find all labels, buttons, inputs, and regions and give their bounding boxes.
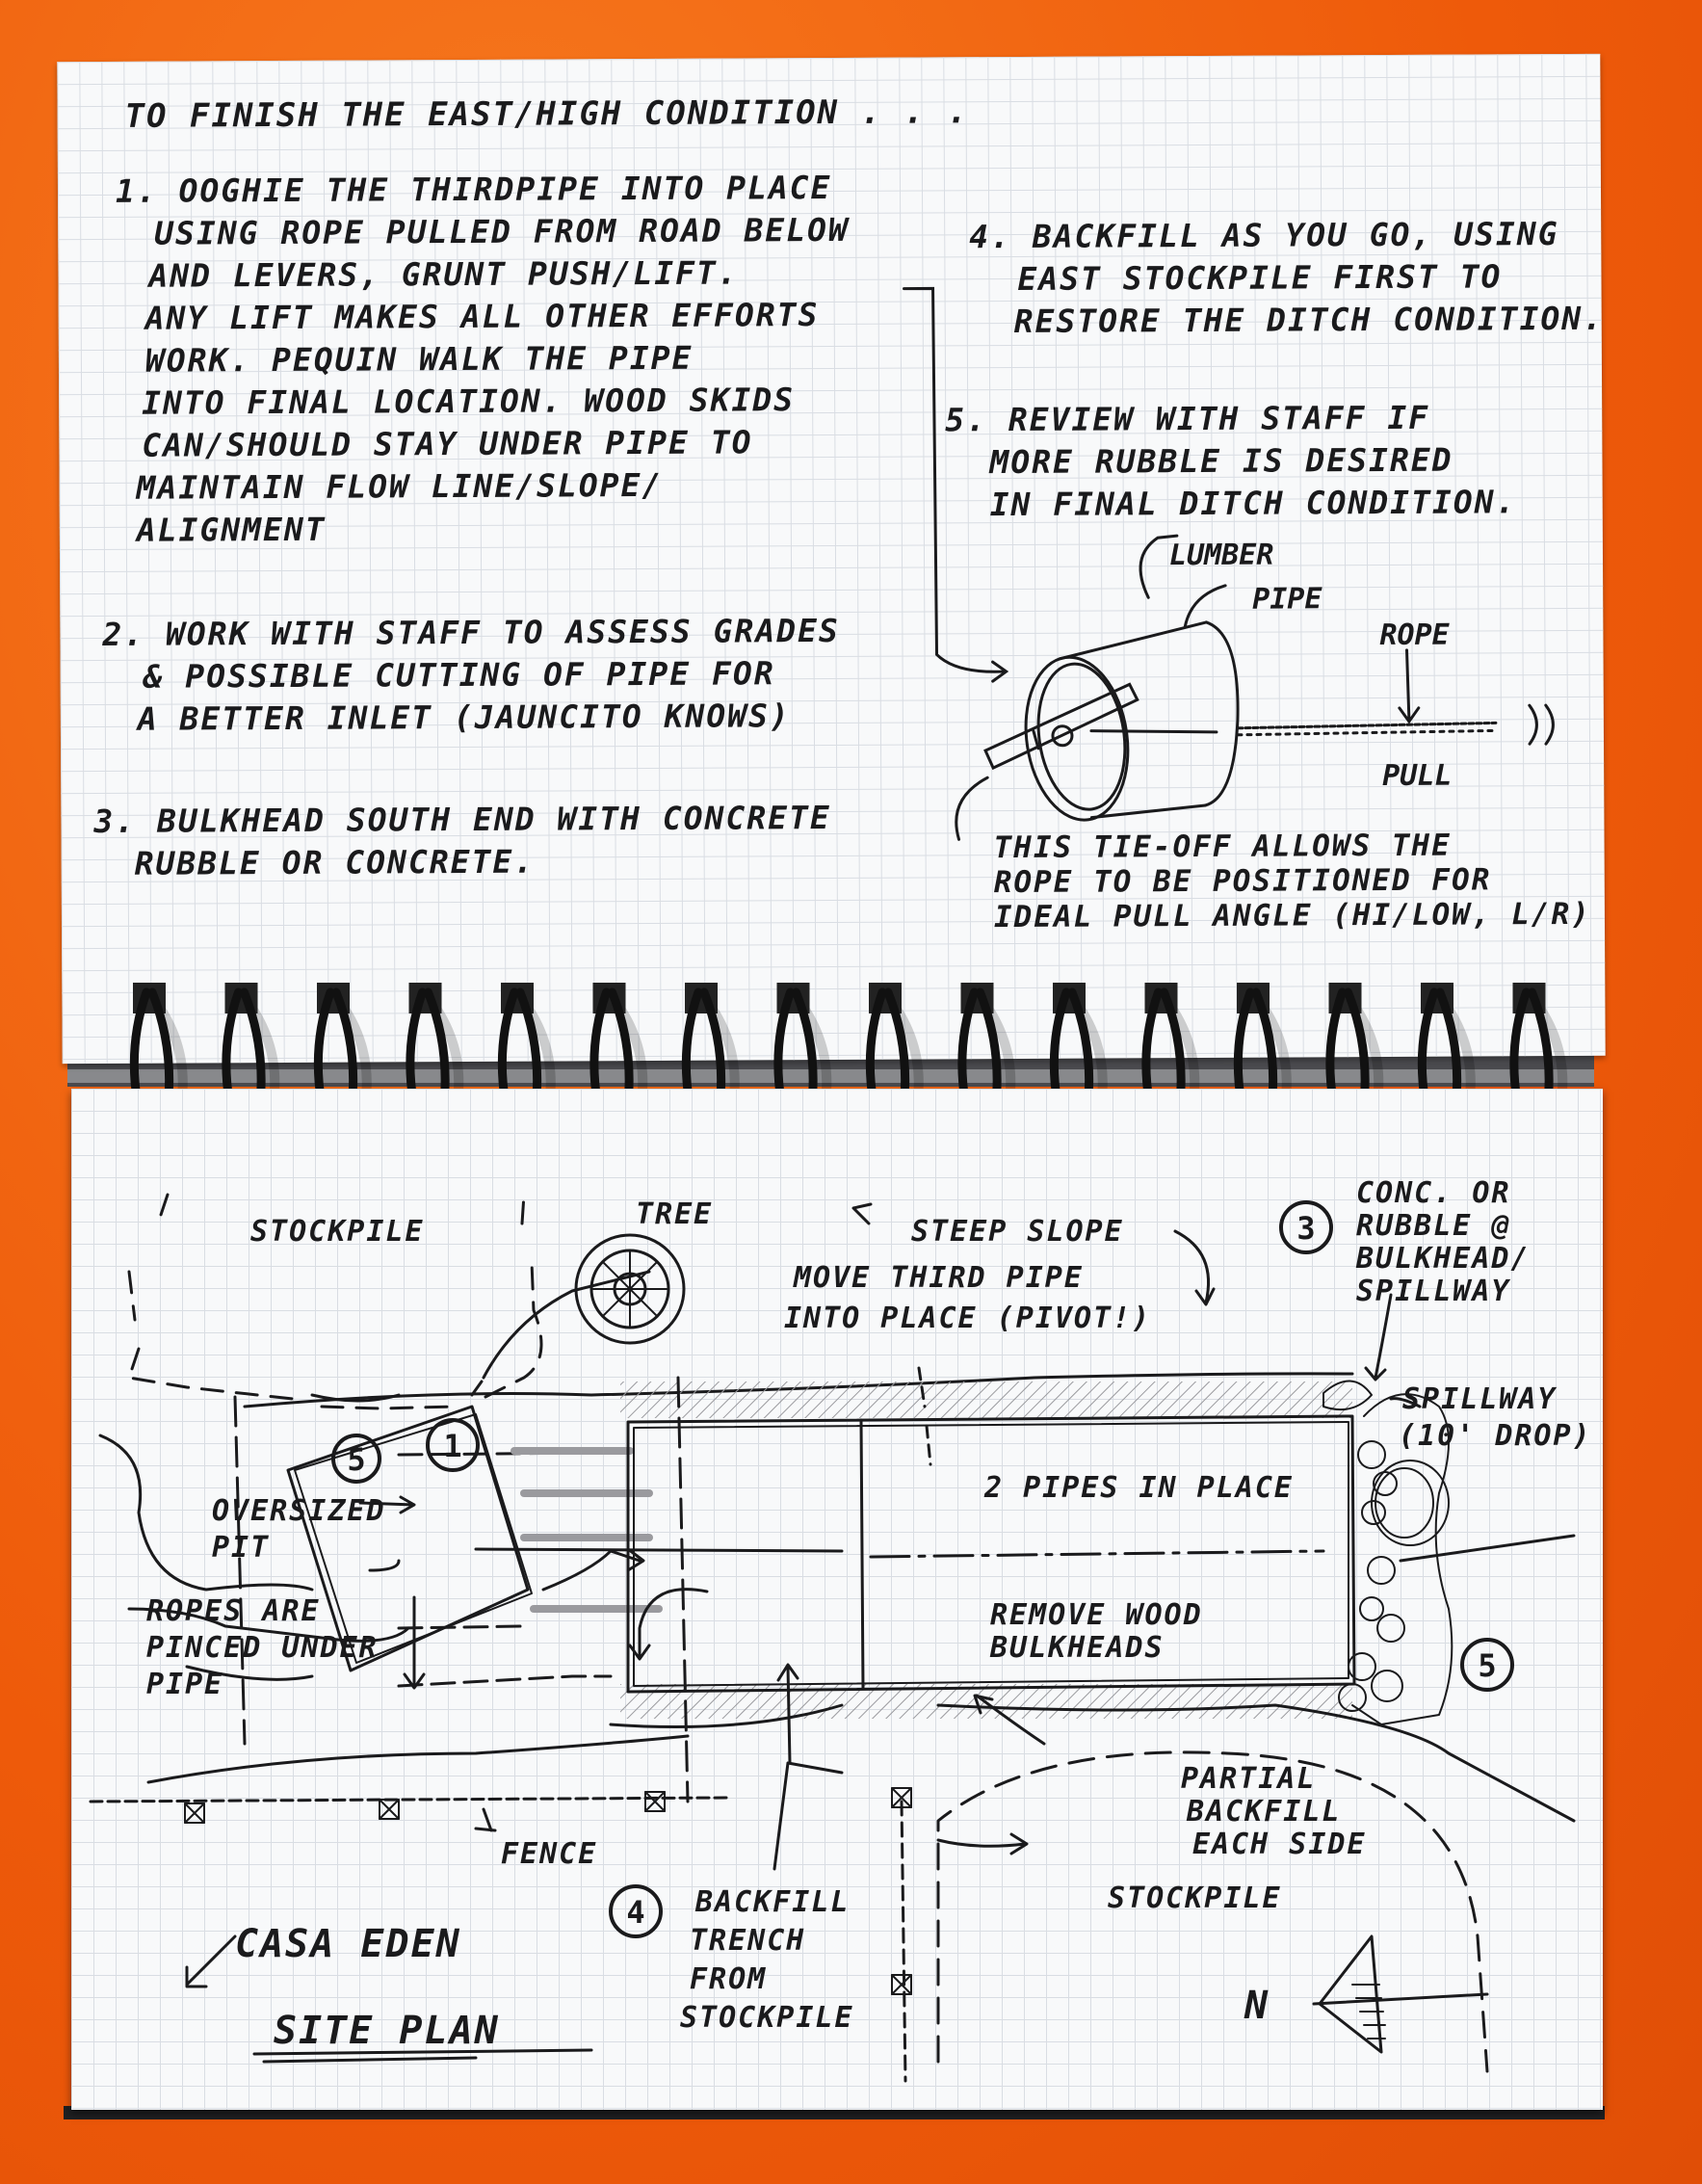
step4-line: RESTORE THE DITCH CONDITION.	[1013, 299, 1605, 341]
move-pipe-line: MOVE THIRD PIPE	[794, 1261, 1084, 1295]
spillway-line: SPILLWAY	[1402, 1382, 1558, 1416]
marker-5-label: 5	[347, 1441, 366, 1478]
partial-backfill-line: EACH SIDE	[1192, 1828, 1367, 1861]
marker-3-label: 3	[1296, 1210, 1316, 1247]
tree-symbol	[576, 1235, 684, 1343]
ropes-line: ROPES ARE	[146, 1594, 321, 1628]
tree-label: TREE	[636, 1197, 714, 1231]
step1-line: USING ROPE PULLED FROM ROAD BELOW	[154, 210, 850, 252]
spillway-line: (10' DROP)	[1399, 1419, 1592, 1453]
north-arrow	[1314, 1936, 1487, 2052]
partial-backfill-line: PARTIAL	[1181, 1762, 1317, 1796]
ropes-line: PINCED UNDER	[146, 1631, 379, 1665]
stockpile-west-label: STOCKPILE	[250, 1215, 425, 1249]
conc-rubble-line: CONC. OR	[1356, 1176, 1511, 1210]
pipes-in-place-label: 2 PIPES IN PLACE	[984, 1471, 1294, 1505]
marker-4-label: 4	[626, 1894, 645, 1931]
wood-skids	[514, 1451, 659, 1609]
pull-label: PULL	[1382, 758, 1453, 794]
marker-5b-label: 5	[1478, 1647, 1497, 1684]
site-plan-label: SITE PLAN	[274, 2009, 500, 2053]
remove-wood-line: REMOVE WOOD	[990, 1598, 1203, 1632]
north-label: N	[1244, 1984, 1270, 2028]
conc-rubble-line: BULKHEAD/	[1356, 1242, 1531, 1276]
backfill-trench-line: FROM	[690, 1962, 768, 1996]
step5-line: MORE RUBBLE IS DESIRED	[989, 440, 1453, 482]
ropes-line: PIPE	[146, 1668, 224, 1701]
step2-line: A BETTER INLET (JAUNCITO KNOWS)	[137, 697, 791, 738]
casa-eden-label: CASA EDEN	[235, 1922, 461, 1966]
step1-line: AND LEVERS, GRUNT PUSH/LIFT.	[148, 253, 739, 295]
lumber-label: LUMBER	[1168, 538, 1274, 573]
backfill-trench-line: BACKFILL	[695, 1885, 851, 1919]
step1-line: WORK. PEQUIN WALK THE PIPE	[144, 338, 694, 380]
step1-line: INTO FINAL LOCATION. WOOD SKIDS	[142, 381, 796, 422]
move-pipe-line: INTO PLACE (PIVOT!)	[784, 1302, 1152, 1335]
remove-wood-line: BULKHEADS	[990, 1631, 1165, 1665]
step1-line: CAN/SHOULD STAY UNDER PIPE TO	[142, 423, 753, 464]
tieoff-line: THIS TIE-OFF ALLOWS THE	[993, 828, 1452, 866]
notebook-page-bottom	[71, 1089, 1603, 2110]
step3-line: 3. BULKHEAD SOUTH END WITH CONCRETE	[93, 799, 831, 841]
notes-title: TO FINISH THE EAST/HIGH CONDITION . . .	[124, 92, 970, 136]
step5-line: 5. REVIEW WITH STAFF IF	[945, 398, 1430, 439]
marker-1-label: 1	[443, 1428, 462, 1464]
rope-label: ROPE	[1379, 618, 1450, 653]
step1-line: ANY LIFT MAKES ALL OTHER EFFORTS	[144, 296, 820, 337]
tieoff-line: IDEAL PULL ANGLE (HI/LOW, L/R)	[993, 896, 1591, 935]
fence-label: FENCE	[501, 1837, 598, 1871]
conc-rubble-line: SPILLWAY	[1356, 1275, 1511, 1308]
step2-line: & POSSIBLE CUTTING OF PIPE FOR	[143, 654, 775, 696]
step1-line: MAINTAIN FLOW LINE/SLOPE/	[136, 465, 664, 507]
step4-line: 4. BACKFILL AS YOU GO, USING	[969, 215, 1559, 256]
step1-line: ALIGNMENT	[136, 510, 327, 549]
step5-line: IN FINAL DITCH CONDITION.	[989, 483, 1517, 524]
stockpile-east-label: STOCKPILE	[1108, 1881, 1282, 1915]
notebook-page-top	[57, 54, 1605, 1064]
oversized-pit-line: PIT	[212, 1531, 271, 1565]
step3-line: RUBBLE OR CONCRETE.	[134, 842, 536, 882]
steep-slope-label: STEEP SLOPE	[911, 1215, 1124, 1249]
step1-line: 1. OOGHIE THE THIRDPIPE INTO PLACE	[115, 168, 832, 210]
pipe-label: PIPE	[1252, 582, 1322, 617]
partial-backfill-line: BACKFILL	[1187, 1795, 1342, 1829]
step2-line: 2. WORK WITH STAFF TO ASSESS GRADES	[102, 611, 840, 653]
conc-rubble-line: RUBBLE @	[1356, 1209, 1511, 1243]
notebook-page-stack	[67, 1069, 1594, 1083]
backfill-trench-line: STOCKPILE	[680, 2001, 854, 2035]
oversized-pit-line: OVERSIZED	[212, 1494, 386, 1528]
tieoff-line: ROPE TO BE POSITIONED FOR	[993, 862, 1492, 901]
backfill-trench-line: TRENCH	[690, 1924, 806, 1958]
step4-line: EAST STOCKPILE FIRST TO	[1017, 257, 1503, 298]
